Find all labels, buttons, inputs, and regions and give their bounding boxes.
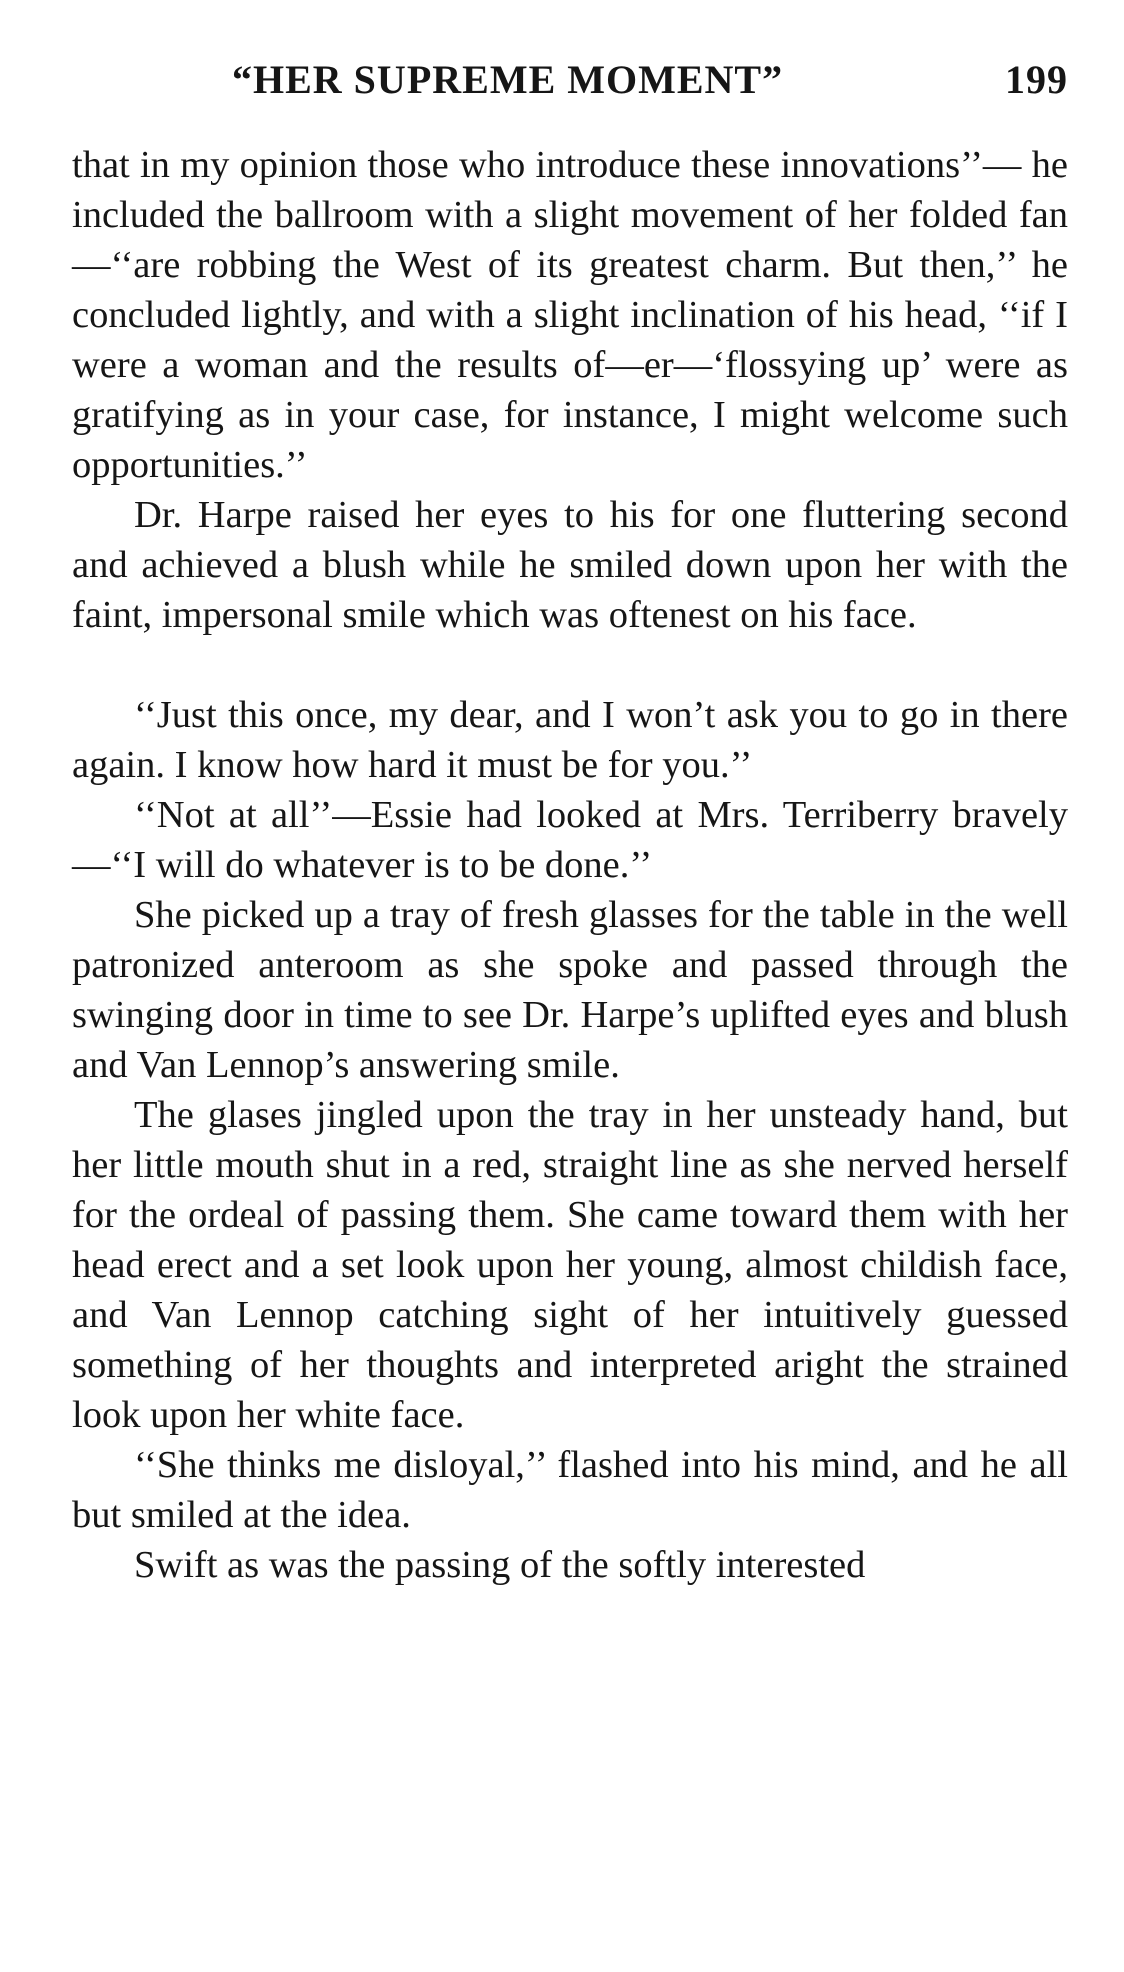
paragraph: Swift as was the passing of the softly interested: [134, 1544, 866, 1586]
paragraph: that in my opinion those who introduce these innovations’’— he included the ballroom with a slight movement of her folded fan—‘‘are robbing the West of its greatest charm. But then,’’ he concluded lightly, and with a slight inclination of his head, ‘‘if I were a woman and the results of—er—‘flossying up’ were as gratifying as in your case, for instance, I might welcome such opportunities.’’: [72, 144, 1068, 486]
paragraph: The glases jingled upon the tray in her unsteady hand, but her little mouth shut in a red, straight line as she nerved herself for the ordeal of passing them. She came toward them with her head erect and a set look upon her young, almost childish face, and Van Lennop catching sight of her intuitively guessed something of her thoughts and interpreted aright the strained look upon her white face.: [72, 1094, 1068, 1436]
paragraph: ‘‘Just this once, my dear, and I won’t ask you to go in there again. I know how hard it must be for you.’’: [72, 694, 1068, 786]
running-header: [72, 48, 1068, 108]
running-title: “HER SUPREME MOMENT”: [232, 57, 784, 102]
paragraph: Dr. Harpe raised her eyes to his for one fluttering second and achieved a blush while he smiled down upon her with the faint, impersonal smile which was oftenest on his face.: [72, 494, 1068, 636]
page-number: 199: [1005, 57, 1068, 102]
paragraph: She picked up a tray of fresh glasses for the table in the well patronized anteroom as she spoke and passed through the swinging door in time to see Dr. Harpe’s uplifted eyes and blush and Van Lennop’s answering smile.: [72, 894, 1068, 1086]
paragraph: ‘‘She thinks me disloyal,’’ flashed into his mind, and he all but smiled at the idea.: [72, 1444, 1068, 1536]
paragraph: ‘‘Not at all’’—Essie had looked at Mrs. Terriberry bravely—‘‘I will do whatever is to be done.’’: [72, 794, 1068, 886]
body-text: [72, 140, 1068, 1590]
book-page: [72, 48, 1068, 1590]
section-break: [72, 640, 1068, 690]
